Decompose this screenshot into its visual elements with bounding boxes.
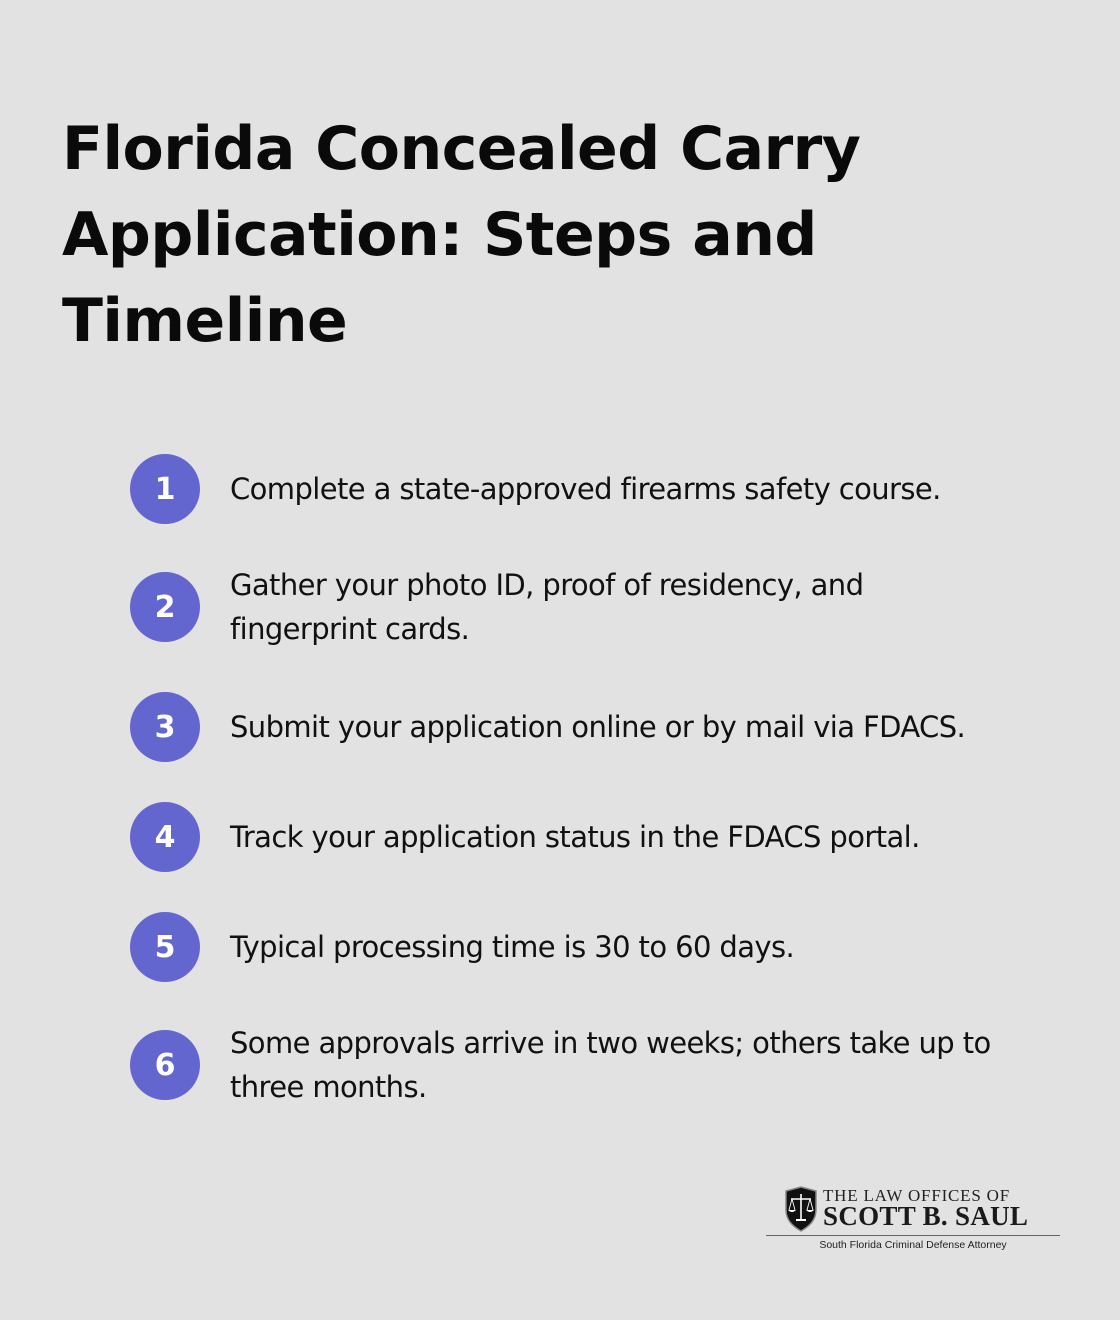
scales-of-justice-shield-icon [784, 1186, 818, 1232]
step-item-1 [130, 454, 1060, 524]
logo-line-2: SCOTT B. SAUL [823, 1201, 1029, 1231]
step-item-6 [130, 1021, 1060, 1109]
step-text: Track your application status in the FDACS portal. [230, 820, 920, 854]
logo-tagline: South Florida Criminal Defense Attorney [819, 1239, 1007, 1251]
step-item-3 [130, 692, 1060, 762]
step-text: Typical processing time is 30 to 60 days. [230, 930, 795, 964]
step-number-badge: 4 [130, 802, 200, 872]
law-office-logo [766, 1184, 1060, 1256]
step-item-4 [130, 802, 1060, 872]
logo-line-1: THE LAW OFFICES OF [823, 1186, 1010, 1205]
step-text: Complete a state-approved firearms safety course. [230, 472, 941, 506]
step-item-2 [130, 563, 1060, 651]
step-text: Submit your application online or by mail via FDACS. [230, 710, 966, 744]
step-item-5 [130, 912, 1060, 982]
step-text: Gather your photo ID, proof of residency, and fingerprint cards. [230, 568, 864, 646]
step-number-badge: 2 [130, 572, 200, 642]
page-title: Florida Concealed Carry Application: Steps and Timeline [62, 114, 861, 356]
step-number-badge: 6 [130, 1030, 200, 1100]
step-number-badge: 1 [130, 454, 200, 524]
step-number-badge: 5 [130, 912, 200, 982]
logo-divider [766, 1235, 1060, 1236]
step-text: Some approvals arrive in two weeks; others take up to three months. [230, 1026, 991, 1104]
step-number-badge: 3 [130, 692, 200, 762]
